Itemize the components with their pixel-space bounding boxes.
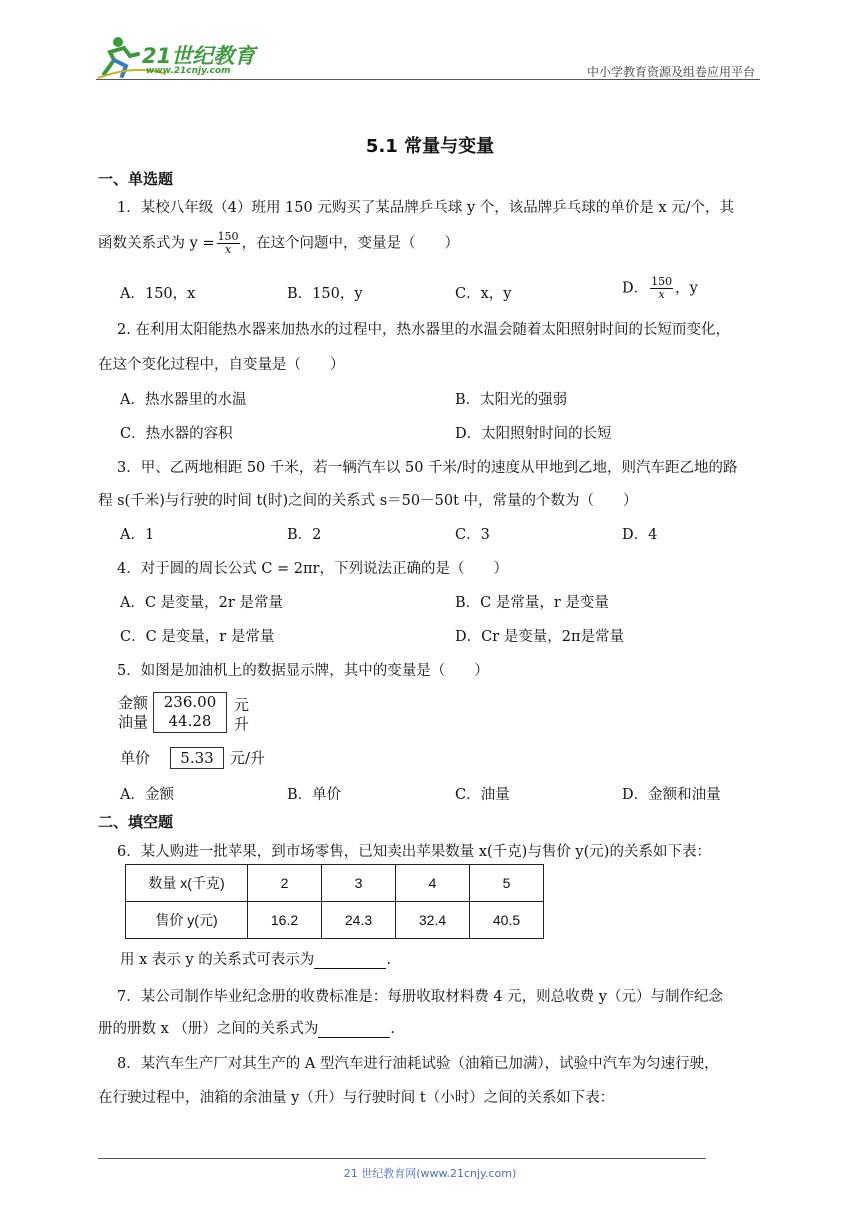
- q1-line2: [98, 231, 459, 256]
- q4-option-a[interactable]: A．C 是变量，2r 是常量: [120, 595, 283, 611]
- q4-option-b[interactable]: B．C 是常量，r 是变量: [455, 595, 609, 611]
- q1-option-d-prefix: D．: [622, 280, 649, 297]
- q3-option-b[interactable]: B．2: [287, 527, 322, 543]
- table-row: [126, 865, 544, 902]
- q8-line2: 在行驶过程中，油箱的余油量 y（升）与行驶时间 t（小时）之间的关系如下表：: [98, 1090, 615, 1106]
- q5-volume-value: 44.28: [168, 712, 212, 730]
- q6-row1-cell: 3: [322, 865, 396, 902]
- q7-line1: 7．某公司制作毕业纪念册的收费标准是：每册收取材料费 4 元，则总收费 y（元）与制作纪念: [117, 989, 723, 1005]
- q5-amount-unit: 元: [234, 696, 250, 714]
- q3-option-c[interactable]: C．3: [455, 527, 490, 543]
- q1-line1: 1．某校八年级（4）班用 150 元购买了某品牌乒乓球 y 个，该品牌乒乓球的单价是 x 元/个，其: [117, 200, 735, 216]
- q1-option-d-den: x: [658, 288, 665, 301]
- header-divider: [96, 79, 760, 80]
- q6-line1: 6．某人购进一批苹果，到市场零售，已知卖出苹果数量 x(千克)与售价 y(元)的关系如下表：: [117, 844, 711, 860]
- q4-line1: 4．对于圆的周长公式 C = 2πr，下列说法正确的是（ ）: [117, 561, 508, 577]
- q6-row1-cell: 4: [396, 865, 470, 902]
- q6-line2-suffix: .: [386, 952, 391, 968]
- q7-line2-suffix: .: [390, 1021, 396, 1037]
- q1-option-d[interactable]: [622, 276, 698, 301]
- q1-option-d-suffix: ，y: [675, 280, 698, 297]
- footer-divider: [98, 1158, 706, 1159]
- q7-answer-blank[interactable]: [318, 1023, 390, 1038]
- q2-line1: 2. 在利用太阳能热水器来加热水的过程中，热水器里的水温会随着太阳照射时间的长短而变化，: [117, 322, 730, 338]
- q1-line2-prefix: 函数关系式为 y =: [98, 235, 215, 252]
- site-logo: [96, 34, 266, 80]
- q6-line2-prefix: 用 x 表示 y 的关系式可表示为: [120, 952, 315, 968]
- q5-price-unit: 元/升: [230, 749, 266, 767]
- q5-line1: 5．如图是加油机上的数据显示牌，其中的变量是（ ）: [117, 663, 489, 679]
- table-row: [126, 902, 544, 939]
- q5-amount-label: 金额: [118, 694, 149, 712]
- q5-option-b[interactable]: B．单价: [287, 787, 342, 803]
- q8-line1: 8．某汽车生产厂对其生产的 A 型汽车进行油耗试验（油箱已加满），试验中汽车为匀速行驶，: [117, 1056, 719, 1072]
- q1-fraction: [217, 231, 240, 256]
- q6-row1-head: 数量 x(千克): [126, 865, 248, 902]
- q1-option-a[interactable]: A．150，x: [120, 286, 196, 302]
- q3-line2: 程 s(千米)与行驶的时间 t(时)之间的关系式 s＝50－50t 中，常量的个数为（ ）: [98, 493, 638, 509]
- q5-amount-volume-box: [153, 692, 227, 733]
- q2-line2: 在这个变化过程中，自变量是（ ）: [98, 357, 345, 373]
- q2-option-a[interactable]: A．热水器里的水温: [120, 392, 247, 408]
- q5-price-label: 单价: [120, 749, 151, 767]
- q3-option-d[interactable]: D．4: [622, 527, 658, 543]
- logo-text: 21世纪教育: [142, 44, 256, 68]
- q5-amount-value: 236.00: [163, 693, 217, 711]
- q2-option-d[interactable]: D．太阳照射时间的长短: [455, 426, 612, 442]
- q7-line2-prefix: 册的册数 x （册）之间的关系式为: [98, 1021, 319, 1037]
- q5-volume-unit: 升: [234, 715, 250, 733]
- q6-line2: [120, 948, 391, 969]
- q2-option-c[interactable]: C．热水器的容积: [120, 426, 233, 442]
- q6-row2-cell: 40.5: [470, 902, 544, 939]
- q3-line1: 3．甲、乙两地相距 50 千米，若一辆汽车以 50 千米/时的速度从甲地到乙地，则汽车距乙地的路: [117, 460, 738, 476]
- q4-option-c[interactable]: C．C 是变量，r 是常量: [120, 629, 275, 645]
- section-heading-single-choice: 一、单选题: [98, 170, 174, 188]
- q5-volume-label: 油量: [118, 713, 149, 731]
- header-platform-text: 中小学教育资源及组卷应用平台: [586, 65, 755, 79]
- section-heading-fill-blank: 二、填空题: [98, 813, 174, 831]
- q5-option-a[interactable]: A．金额: [120, 787, 174, 803]
- logo-url: www.21cnjy.com: [146, 66, 231, 76]
- q6-row2-cell: 16.2: [248, 902, 322, 939]
- q5-price-value: 5.33: [180, 749, 214, 767]
- footer-link[interactable]: 21 世纪教育网(www.21cnjy.com): [343, 1167, 517, 1180]
- q6-row2-head: 售价 y(元): [126, 902, 248, 939]
- q1-line2-suffix: ，在这个问题中，变量是（ ）: [241, 235, 460, 252]
- q2-option-b[interactable]: B．太阳光的强弱: [455, 392, 568, 408]
- q5-option-c[interactable]: C．油量: [455, 787, 510, 803]
- q6-row1-cell: 5: [470, 865, 544, 902]
- q6-row1-cell: 2: [248, 865, 322, 902]
- q1-fraction-den: x: [224, 243, 232, 256]
- q6-answer-blank[interactable]: [314, 954, 386, 969]
- q6-row2-cell: 32.4: [396, 902, 470, 939]
- q1-fraction-num: 150: [217, 230, 239, 243]
- q3-option-a[interactable]: A．1: [120, 527, 155, 543]
- q6-row2-cell: 24.3: [322, 902, 396, 939]
- q5-price-box: [170, 747, 224, 769]
- q6-table: [125, 864, 544, 939]
- q1-option-c[interactable]: C．x，y: [455, 286, 512, 302]
- q1-option-d-fraction: [650, 276, 673, 301]
- q7-line2: [98, 1017, 395, 1038]
- q1-option-d-num: 150: [651, 275, 673, 288]
- q1-option-b[interactable]: B．150，y: [287, 286, 363, 302]
- q4-option-d[interactable]: D．Cr 是变量，2π是常量: [455, 629, 625, 645]
- page-title: 5.1 常量与变量: [365, 136, 495, 157]
- q5-option-d[interactable]: D．金额和油量: [622, 787, 721, 803]
